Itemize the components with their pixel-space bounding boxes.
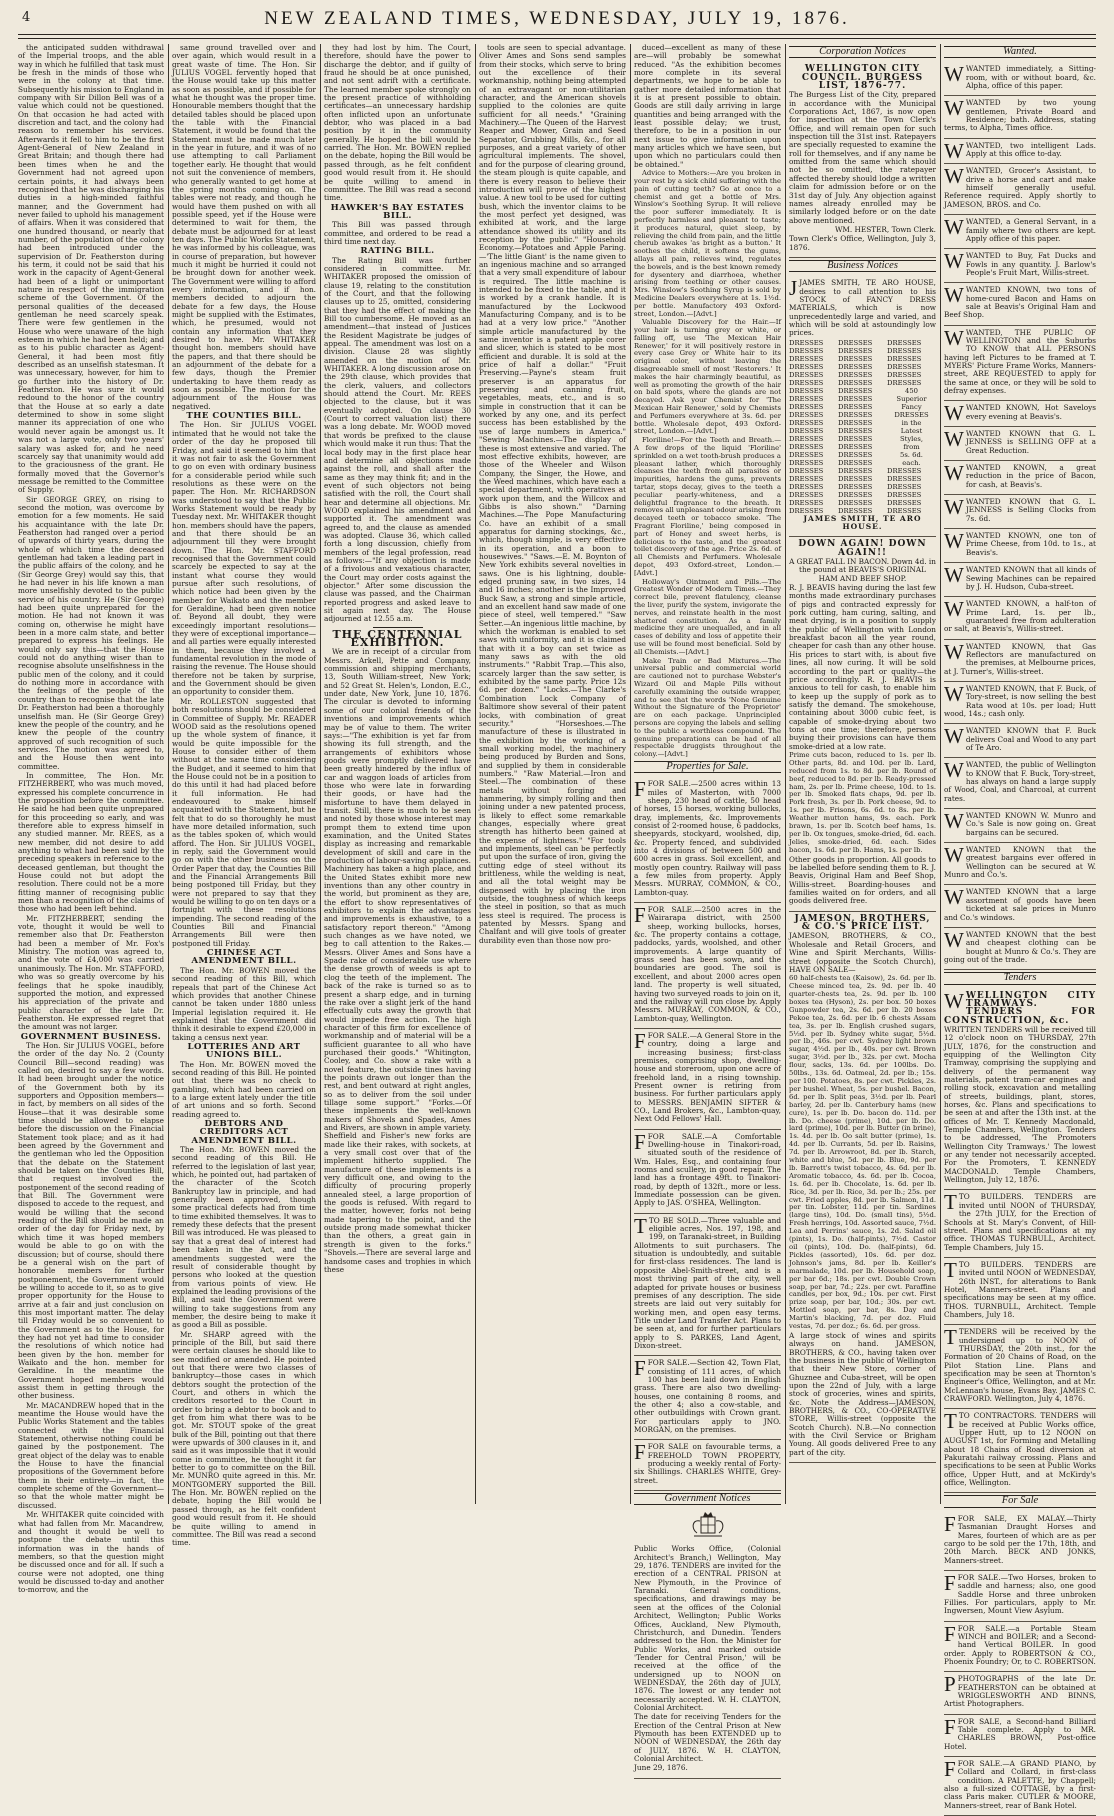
business-ad-james-smith (789, 276, 936, 537)
ad-text: FOR SALE, EX MALAY.—Thirty Tasmanian Draught Horses and Mares, fourteen of which are as per cargo to be sold per the 17th, 18th, and 20th March. BECK AND JONKS, Manners-street. (944, 1513, 1096, 1565)
wanted-ad (944, 682, 1096, 724)
dresses-word: DRESSES (789, 346, 824, 355)
dresses-word: DRESSES (838, 402, 873, 411)
dresses-word: DRESSES (838, 378, 873, 387)
column-1 (18, 43, 165, 1595)
article-paragraph: Mr. ROLLESTON suggested that both resolutions should be considered in Committee of Supply. Mr. READER WOOD said as the resolutions opened up the whole system of finance, it would be quite impossible for the House to consider either of them without at the same time considering the Budget, and it seemed to him that the House could not be in a position to do this until it had had placed before it full information. He had endeavoured to make himself acquainted with the Statement, but he felt that to do so thoroughly he must have more detailed information, such as the tables spoken of, which would afford. The Hon. Sir JULIUS VOGEL, in reply, said the Government would go on with the other business on the Order Paper that day, the Counties Bill and the Financial Arrangements Bill being postponed till Friday, but they were not prepared to say that they would be willing to go on ten days or a fortnight with these resolutions impending. The second reading of the Counties Bill and Financial Arrangements Bill were then postponed till Friday. (172, 696, 316, 948)
dresses-word: DRESSES (838, 450, 873, 459)
ad-text: TO BUILDERS. TENDERS are invited until NOON of THURSDAY, the 27th JULY, for the Erection of Schools at St. Mary's Convent, of Hill-street. Plans and specifications at my office. THOMAS TURNBULL, Architect. Temple Chambers, July 15. (944, 1192, 1096, 1252)
dresses-feature-text: in the (901, 418, 922, 427)
section-banner-corporation: Corporation Notices (789, 46, 936, 58)
section-heading: GOVERNMENT BUSINESS. (20, 1031, 162, 1042)
dresses-word: DRESSES (789, 418, 824, 427)
advertorial-note: Holloway's Ointment and Pills.—The Greatest Wonder of Modern Times.—They correct bile, prevent flatulency, cleanse the liver, purify the system, invigorate the nerves, and reinstate health in the most shattered constitution. As a family medicine they are unequalled, and in all cases of debility and loss of appetite their use will be found most beneficial. Sold by all Chemists.—[Advt.] (634, 577, 781, 656)
dresses-row (789, 403, 936, 411)
dresses-row (789, 419, 936, 427)
section-heading: DEBTORS AND CREDITORS ACT AMENDMENT BILL. (191, 1119, 297, 1146)
tender-ad (944, 1325, 1096, 1409)
article-paragraph: The Rating Bill was further considered in committee. Mr. WHITAKER proposed the omission of clause 19, relating to the constitution of the Court, and that the following clauses up to 25, omitted, considering that they had the effect of making the Bill too cumbersome. He moved as an amendment—that instead of Justices the Resident Magistrate be judges of appeal. The amendment was lost on a division. Clause 28 was slightly amended on the motion of Mr. WHITAKER. A long discussion arose on the 29th clause, which provides that the clerk, valuers, and collectors should attend the Court. Mr. REES objected to the clause, but it was eventually adopted. On clause 30 (Court to correct valuation list) there was a long debate. Mr. WOOD moved that words be prefixed to the clause which would make it run thus: That the local body may in the first place hear and determine all objections made against the roll, and shall after the same as they may think fit; and in the event of such objectors not being satisfied with the roll, the Court shall hear and determine all objections. Mr. WOOD explained his amendment and supported it. The amendment was agreed to, and the clause as amended was adopted. Clause 36, which called forth a long discussion, chiefly from members of the legal profession, read as follows:—"If any objection is made of a frivolous and vexatious character, the Court may order costs against the objector." After some discussion the clause was passed, and the Chairman reported progress and asked leave to sit again next day. The House adjourned at 12.55 a.m. (324, 255, 471, 624)
drop-cap: W (944, 843, 964, 868)
government-notice (634, 1542, 781, 1778)
drop-cap: W (944, 495, 964, 520)
article-paragraph: We are in receipt of a circular from Messrs. Arkell, Pette and Company, commission and shipping merchants, 13, South William-street, New York; and 52 Great St. Helen's, London, E.C., under date, New York, June 10, 1876. The circular is devoted to informing some of our colonial friends of the inventions and improvements which may be of value to them. The writer says:—"The exhibition is yet far from showing its full strength, and the arrangements of exhibitors whose goods were promptly delivered have been greatly hindered by the influx of car and waggon loads of articles from those who were late in forwarding their goods, or have had the misfortune to have them delayed in transit. Still, there is much to be seen and noted by those whose interest may prompt them to extend time upon examination, and the United States display as increasing and remarkable development of skill and care in the production of labour-saving appliances. Machinery has taken a high place, and the United States exhibit more new inventions than any other country in the world, but prominent as they are, the effort to show representatives of exhibitors to explain the advantages and improvements is exhaustive, to a satisfactory report thereon." "Among such changes as we have noted, we beg to call attention to the Rakes.—Messrs. Oliver Ames and Sons have a Spade rake of considerable use where the dense growth of weeds is apt to clog the teeth of the implement. The back of the rake is turned so as to present a sharp edge, and in turning the rake over a slight jerk of the hand effectually cuts away the growth that would impede free action. The high character of this firm for excellence of workmanship and of material will be a sufficient guarantee to all who have purchased their goods." "Whitington, Cooley, and Co. show a rake with a novel feature, the outside tines having the points drawn out longer than the rest, and bent outward at right angles, so as to deliver from the soil under tillage some support." "Forks.—Of these implements the well-known makers of Shovels and Spades, Ames and Rivers, are shown in ample variety. Sheffield and Fisher's new forks are made like their rakes, with sockets, at a very small cost over that of the implement hitherto supplied. The manufacture of these implements is a very difficult one, and owing to the difficulty of procuring properly annealed steel, a large proportion of the goods is refused. With regard to the matter, however, forks not being made tapering to the point, and the outside prong made somewhat thicker than the others, a great gain in strength is given to the forks." "Shovels.—There are several large and handsome cases and trophies in which these (324, 647, 471, 1274)
dresses-word: DRESSES (789, 410, 824, 419)
column-divider (320, 44, 321, 1504)
ad-text: WRITTEN TENDERS will be received till 12 o'clock noon on THURSDAY, 27th JULY, 1876, for the construction and equipping of the Wellington City Tramway, comprising the supplying and delivery of the permanent way materials, patent tram-car engines and rolling stock, excavation and metalling of streets, buildings, plant, stores, horses, &c. Plans and specifications to be seen at and after the 13th inst. at the offices of Mr. T. Kennedy Macdonald, Temple Chambers, Wellington. Tenders to be addressed, 'The Promoters Wellington City Tramways.' The lowest or any tender not necessarily accepted. For the Promoters, T. KENNEDY MACDONALD. Temple Chambers, Wellington, July 12, 1876. (944, 1024, 1096, 1185)
ad-text: FOR SALE.—A GRAND PIANO, by Collard and Collard, in first-class condition. A PALETTE, by Chappell; also a full-sized COTTAGE, by a first-class Paris maker. CUTLER & MOORE, Manners-street, rear of Bank Hotel. (944, 1759, 1096, 1810)
ad-text: WANTED KNOWN that the greatest bargains ever offered in Wellington can be secured at W. Munro and Co.'s. (944, 845, 1096, 880)
dresses-row (789, 387, 936, 395)
drop-cap: T (634, 1213, 647, 1238)
drop-cap: W (944, 681, 964, 706)
section-banner-business: Business Notices (789, 260, 936, 272)
dresses-word: DRESSES (838, 386, 873, 395)
wanted-ad (944, 563, 1096, 597)
dresses-feature-text: DRESSES (894, 410, 929, 419)
drop-cap: W (944, 597, 964, 622)
dresses-word: DRESSES (838, 346, 873, 355)
column-divider (940, 44, 941, 1504)
section-banner-tenders: Tenders (944, 972, 1096, 984)
ad-text: FOR SALE.—2500 acres within 13 miles of Masterton, with 7000 sheep, 230 head of cattle, 50 head of horses, 15 horses, working bullocks, dray, implements, &c. Improvements consist of 2-roomed house, 6 paddocks, sheepyards, stockyard, woolshed, dip, &c. Property fenced, and subdivided into 4 divisions of between 500 and 600 acres in grass. Soil excellent, and mostly open country. Railway will pass a few miles from property. Apply Messrs. MURRAY, COMMON, & CO., Lambton-quay. (634, 779, 781, 897)
drop-cap: W (944, 283, 964, 308)
dresses-word: DRESSES (887, 466, 922, 475)
dresses-word: DRESSES (887, 498, 922, 507)
dresses-word: DRESSES (789, 378, 824, 387)
dresses-word: DRESSES (789, 442, 824, 451)
column-2 (172, 43, 316, 1548)
dresses-table (789, 339, 936, 515)
dresses-feature-text: Fancy (901, 402, 922, 411)
wanted-ad (944, 758, 1096, 809)
dresses-word: DRESSES (838, 354, 873, 363)
advertorial-note: Advice to Mothers:—Are you broken in your rest by a sick child suffering with the pain of cutting teeth? Go at once to a chemist and get a bottle of Mrs. Winslow's Soothing Syrup. It will relieve the poor sufferer immediately. It is perfectly harmless and pleasant to taste; it produces natural, quiet sleep, by relieving the child from pain, and the little cherub awakes 'as bright as a button.' It soothes the child, it softens the gums, allays all pain, relieves wind, regulates the bowels, and is the best known remedy for dysentery and diarrhoea, whether arising from teething or other causes. Mrs. Winslow's Soothing Syrup is sold by Medicine Dealers everywhere at 1s. 1½d. per bottle. Manufactory 493 Oxford-street, London.—[Advt.] (634, 169, 781, 318)
wanted-ad (944, 215, 1096, 249)
section-heading: HAWKER'S BAY ESTATES BILL. (330, 202, 465, 221)
article-paragraph: Mr. WHITAKER quite coincided with what had fallen from Mr. Macandrew, and thought it would be well to postpone the debate until this information was in the hands of members, so that the question might be discussed once and for all. If such a course were not adopted, one thing would be discussed to-day and another to-morrow, and the (18, 1510, 164, 1595)
ad-text: WANTED KNOWN, that Gas Reflectors are manufactured on the premises, at Melbourne prices, at J. Turner's, Willis-street. (944, 641, 1096, 676)
wanted-ad (944, 885, 1096, 927)
dresses-row (789, 451, 936, 459)
wanted-ad (944, 401, 1096, 427)
wanted-ad (944, 843, 1096, 885)
dresses-word: DRESSES (838, 466, 873, 475)
dresses-row (789, 411, 936, 419)
sale-ad (944, 1571, 1096, 1622)
section-heading: LOTTERIES AND ART UNIONS BILL. (187, 1041, 301, 1061)
dresses-word: DRESSES (789, 402, 824, 411)
article-paragraph: Mr. FITZHERBERT, sending the vote, thought it would be well to remember also that Dr. Featherston had been a member of Mr. Fox's Ministry. The motion was agreed to, and the vote of £4,000 was carried unanimously. The Hon. Mr. STAFFORD, who was so greatly overcome by his feelings that he spoke inaudibly, supported the motion, and expressed his appreciation of the private and public character of the late Dr. Featherston. He expressed regret that the amount was not larger. (18, 913, 165, 1032)
advertorial-note: Valuable Discovery for the Hair.—If your hair is turning grey or white, or falling off, use 'The Mexican Hair Renewer,' for it will positively restore in every case Grey or White hair to its original color, without leaving the disagreeable smell of most 'Restorers.' It makes the hair charmingly beautiful, as well as promoting the growth of the hair on bald spots, where the glands are not decayed. Ask your Chemist for 'The Mexican Hair Renewer,' sold by Chemists and Perfumers everywhere at 3s. 6d. per bottle. Wholesale depot, 493 Oxford-street, London.—[Advt.] (634, 318, 781, 436)
ad-text: WANTED KNOWN that all kinds of Sewing Machines can be repaired by J. H. Hudson, Cuba-street. (965, 565, 1096, 591)
wanted-ad (944, 283, 1096, 325)
dresses-word: DRESSES (789, 354, 824, 363)
column-6 (789, 44, 936, 1506)
notice-dateline: Town Clerk's Office, Wellington, July 3, 1876. (789, 234, 936, 252)
wanted-ad (944, 495, 1096, 529)
masthead-rule-bottom (18, 38, 1096, 39)
ad-headline: JAMESON, BROTHERS, & CO.'S PRICE LIST. (794, 913, 931, 933)
ad-text: R. J. BEAVIS having during the last few months made extraordinary purchases of pigs and contracted expressly for pork cutting, ham curing, salting, and meat drying, is in a position to supply the public of Wellington with London breakfast bacon all the year round, cheaper for cash than any other house. His prices to start with, is about five lines, all now curing. It will be sold according to the part or quality—the price accordingly. R. J. BEAVIS is anxious to tell for cash, to enable him to keep up the supply of pork as to satisfy the demand. The smokehouse, containing about 3000 cubic feet, is capable of smoke-drying about two tons at one time; therefore, persons buying their provisions can have them smoke-dried at a low rate. (789, 583, 936, 751)
dresses-word: DRESSES (838, 482, 873, 491)
dresses-word: DRESSES (789, 394, 824, 403)
article-paragraph: The Hon. Sir JULIUS VOGEL, before the order of the day No. 2 (County Council Bill—second reading) was called on, desired to say a few words. It had been brought under the notice of the Government both by its supporters and Opposition members—in fact, by members on all sides of the House—that it was desirable some time should be allowed to elapse before the discussion on the Financial Statement took place; and as it had been agreed by the Government and the gentleman who led the Opposition that the debate on the Statement should be taken on the Counties Bill, that request involved the postponement of the second reading of that Bill. The Government were disposed to accede to the request, and would be willing that the second reading of the Bill should be made an order of the day for Friday next, by which time it was hoped members would be able to go on with the discussion; but of course, should there be a general wish on the part of honorable members for further postponement, the Government would be willing to accede to it, so as to give proper opportunity for the House to arrive at a fair and just conclusion on this most important matter. The delay till Friday would be so convenient to the Government as to the House, for they had not yet had time to consider the resolutions of which notice had been given by the hon. member for Waikato and the hon. member for Geraldine. In the meantime the Government hoped members would assist them in getting through the other business. (18, 1040, 164, 1401)
dresses-row (789, 459, 936, 467)
property-ad (634, 903, 781, 1029)
dresses-word: DRESSES (789, 386, 824, 395)
article-paragraph: the anticipated sudden withdrawal of the Imperial troops, and the able way in which he fulfilled that task must be fresh in the minds of those who were in the colony at that time. Subsequently his mission to England in company with Sir Dillon Bell was of a value which could not be questioned. On that occasion he had acted with discretion and tact, and the colony had reason to remember his services. Afterwards it fell to him to be the first Agent-General of New Zealand in Great Britain; and though there had been times when he and the Government had not agreed upon certain points, it had always been recognised that he was discharging his duties in a high-minded faithful manner, and the Government had never failed to uphold his management of affairs. When it was considered that one hundred thousand, or nearly that number, of the population of the colony had been introduced under the supervision of Dr. Featherston during his term, it could not be said that his work in the capacity of Agent-General had been of a light or unimportant nature in respect of the immigration scheme of the Government. Of the personal qualities of the deceased gentleman he need scarcely speak. There were few gentlemen in the House who were unaware of the high esteem in which he had been held; and as to his public character as Agent-General, it had been most fitly described as an unselfish statesman. It was unnecessary, however, for him to go further into the history of Dr. Featherston. He was sure it would redound to the honor of the country that the House at so early a date determined to show in some slight manner its appreciation of one who would never again be amongst us. It was not a large vote, only two years' salary was asked for, and he need scarcely say that unanimity would add to the graciousness of the grant. He formally moved that the Governor's message be remitted to the Committee of Supply. (18, 43, 164, 495)
property-ad (634, 777, 781, 903)
drop-cap: W (944, 164, 964, 189)
page-number: 4 (22, 10, 31, 25)
dresses-row (789, 443, 936, 451)
dresses-feature-text: from (903, 442, 920, 451)
article-paragraph: In committee, The Hon. Mr. FITZHERBERT, who was much moved, expressed his complete concurrence in the proposition before the committee. He said he had been quite unprepared for this proceeding so early, and was therefore able to express himself in any studied manner. Mr. REES, as a new member, did not desire to add anything to what had been said by the preceding speakers in reference to the deceased gentleman, but thought the House could not but adopt the resolution. There could not be a more fitting manner of recognising public men than a recognition of the claims of those who had been left behind. (18, 770, 164, 914)
drop-cap: W (944, 96, 964, 121)
dresses-row (789, 499, 936, 507)
dresses-word: DRESSES (887, 362, 922, 371)
dresses-word: DRESSES (789, 474, 824, 483)
dresses-row (789, 467, 936, 475)
dresses-feature-text: Superior (896, 394, 927, 403)
property-ad (634, 1130, 781, 1214)
dresses-feature-text: 450 (905, 386, 918, 395)
dresses-word: DRESSES (789, 482, 824, 491)
ad-text: WANTED, a General Servant, in a family where two others are kept. Apply office of this paper. (965, 217, 1096, 243)
dresses-row (789, 339, 936, 347)
drop-cap: F (634, 1356, 646, 1381)
dresses-word: DRESSES (838, 498, 873, 507)
dresses-word: DRESSES (838, 370, 873, 379)
dresses-word: DRESSES (789, 338, 824, 347)
dresses-word: DRESSES (838, 410, 873, 419)
dresses-word: DRESSES (838, 362, 873, 371)
price-list: Prime cuts bacon, reduced to 1s. per lb. Other parts, 8d. and 10d. per lb. Lard, reduced from 1s. to 8d. per lb. Round of beef, reduced to 8d. per lb. Ready-pressed ham, 2s. per lb. Prime cheese, 10d. to 1s. per lb. Smoked flats chaps, 9d. per lb. Pork fresh, 3s. per lb. Pork cheese, 9d. to 1s. per lb. Frisons, 6s. 6d. to 8s. per lb. Weather mutton hams, 9s. each. Pork brawn, 1s. per lb. Scotch beef hams, 1s. per lb. Ox tongues, smoke-dried, 6d. each. Jelies, smoke-dried, 6d. each. Sides bacon, 1s. 6d. per lb. Hams, 1s. per lb. (789, 750, 936, 854)
sale-ad (944, 1757, 1096, 1816)
ad-text: WANTED KNOWN, one ton of Prime Cheese, from 10d. to 1s., at Beavis's. (965, 531, 1096, 557)
ad-text: WANTED KNOWN W. Munro and Co.'s Sale is now going on. Great bargains can be secured. (965, 811, 1096, 837)
dresses-word: DRESSES (838, 426, 873, 435)
dresses-row (789, 491, 936, 499)
article-paragraph: they had lost by him. The Court, therefore, should have the power to discharge the debtor, and if guilty of fraud he should be at once punished, and not sent adrift with a certificate. The learned member spoke strongly on the present practice of withholding certificates—an unnecessary hardship often inflicted upon an unfortunate debtor, who was placed in a bad position by it in the community generally. He hoped the bill would be carried. The Hon. Mr. BOWEN replied on the debate, hoping the Bill would be passed through, as he felt confident good would result from it. He should be quite willing to amend in committee. The Bill was read a second time. (324, 43, 471, 203)
dresses-word: DRESSES (789, 370, 824, 379)
wanted-ad (944, 249, 1096, 283)
ad-text: WANTED, THE PUBLIC OF WELLINGTON and the Suburbs TO KNOW that ALL PERSONS having left Pictures to be framed at T. MYERS' Picture Frame Works, Manners-street, ARE REQUESTED to apply for the same at once, or they will be sold to defray expenses. (944, 327, 1096, 395)
advertorial-note: Floriline!—For the Teeth and Breath.—A few drops of the liquid 'Floriline' sprinkled on a wet tooth-brush produces a pleasant lather, which thoroughly cleanses the teeth from all parasites or impurities, hardens the gums, prevents tartar, stops decay, gives to the teeth a peculiar pearly-whiteness, and a delightful fragrance to the breath. It removes all unpleasant odour arising from decayed teeth or tobacco smoke. 'The Fragrant Floriline,' being composed in part of Honey and sweet herbs, is delicious to the taste, and the greatest toilet discovery of the age. Price 2s. 6d. of all Chemists and Perfumers. Wholesale depot, 493 Oxford-street, London.—[Advt.] (634, 436, 781, 577)
ad-text: Other goods in proportion. All goods to be labelled before sending them to R. J. Beavis, Original Ham and Beef Shop, Willis-street. Boarding-houses and families waited on for orders, and all goods delivered free. (789, 854, 936, 906)
ad-subheadline: A GREAT FALL IN BACON. Down 4d. in the pound at BEAVIS'S ORIGINAL HAM AND BEEF SHOP. (789, 557, 936, 583)
drop-cap: W (944, 758, 964, 783)
masthead-rule-top (18, 34, 1096, 35)
dresses-word: DRESSES (789, 362, 824, 371)
wanted-ad (944, 326, 1096, 402)
drop-cap: J (789, 276, 798, 301)
dresses-row (789, 483, 936, 491)
article-paragraph: same ground travelled over and over again, which would result in a great waste of time. The Hon. Sir JULIUS VOGEL fervently hoped that the House would take up this matter as soon as possible, and if possible for what he thought was the proper time. Honourable members thought that the detailed tables should be placed upon the table with the Financial Statement, it would be found that the Statement must be made much later in the year in future, and it was of no use attempting to call Parliament together early. He thought that would not suit the convenience of members, who generally wanted to get home at the spring months coming on. The tables were not ready, and though he would have them pushed on with all possible speed, yet if the House were determined to wait for them, the debate must be adjourned for at least ten days. The Public Works Statement, he was informed by his colleague, was in course of preparation, but however much it might be hurried it could not be brought down for another week. The Government were willing to afford every information, and if hon. members decided to adjourn the debate for a few days, the House might be supplied with the Estimates, which, he presumed, would not contain any information that they desired to have. Mr. WHITAKER thought hon. members should have the papers, and that there should be an adjournment of the debate for a few days, though the Premier undertaking to have them ready as soon as possible. The motion for the adjournment of the House was negatived. (172, 43, 316, 411)
wanted-ads (944, 62, 1096, 970)
ad-text: WANTED KNOWN that G. L. JENNESS is Selling Clocks from 7s. 6d. (965, 497, 1096, 523)
property-ad (634, 1214, 781, 1357)
column-7 (944, 44, 1096, 1810)
dresses-word: DRESSES (789, 458, 824, 467)
dresses-word: DRESSES (838, 474, 873, 483)
notice-signature: WM. HESTER, Town Clerk. (834, 224, 936, 234)
ad-text: TENDERS will be received by the undersigned up to NOON of THURSDAY, the 20th inst., for the Formation of 20 Chains of Road, on the Pilot Station Line. Plans and specification may be seen at Thornton's Engineer's Office, Wellington, and at Mr. McLennan's house, Evans Bay. JAMES C. CRAWFORD. Wellington, July 4, 1876. (944, 1327, 1096, 1404)
drop-cap: W (944, 724, 964, 749)
dresses-word: DRESSES (887, 354, 922, 363)
drop-cap: P (944, 1672, 956, 1697)
dresses-word: DRESSES (887, 482, 922, 491)
notice-text: The date for receiving Tenders for the Erection of the Central Prison at New Plymouth has been EXTENDED up to NOON of WEDNESDAY, the 26th day of JULY, 1876. W. H. CLAYTON, Colonial Architect. (634, 1712, 781, 1764)
ad-text: TO BE SOLD.—Three valuable and eligible acres, Nos. 197, 198, and 199, on Taranaki-street, in Building Allotments to suit purchasers. The situation is undoubtedly, and suitable for first-class residences. The land is opposite Abel-Smith-street, and is a most thriving part of the city, well adapted for private houses or business premises of any description. The side streets are laid out very suitably for working men, and open easy terms. Title under Land Transfer Act. Plans to be seen at, and for further particulars apply to S. PARKES, Land Agent, Dixon-street. (634, 1215, 781, 1350)
dresses-row (789, 379, 936, 387)
ad-text: PHOTOGRAPHS of the late Dr. FEATHERSTON can be obtained at WRIGGLESWORTH AND BINNS, Artist Photographers. (944, 1674, 1096, 1709)
ad-text: WANTED, the public of Wellington to KNOW that F. Buck, Tory-street, has always on hand a large supply of Wood, Coal, and Charcoal, at current rates. (944, 760, 1096, 803)
advertorial-note: Make Train or Bad Mixtures.—The universal public and commercial world are cautioned not to purchase Webster's Wizard Oil and Maple Pills without carefully examining the outside wrapper, and to see that the words 'None Genuine Without the Signature of the Proprietor' are on each package. Unprincipled persons are copying the labels and selling to the public a worthless compound. The genuine preparations can be had of all respectable druggists throughout the colony.—[Advt.] (634, 656, 781, 759)
drop-cap: F (634, 903, 646, 928)
wanted-ad (944, 529, 1096, 563)
ad-headline: WELLINGTON CITY TRAMWAYS. TENDERS FOR CONSTRUCTION, &c. (944, 990, 1096, 1026)
article-headline: THE CENTENNIAL EXHIBITION. (332, 627, 463, 650)
dresses-word: DRESSES (887, 378, 922, 387)
sale-ad (944, 1512, 1096, 1571)
column-divider (168, 44, 169, 1504)
ad-text: WANTED to Buy, Fat Ducks and Fowls in any quantity. J. Barlow's People's Fruit Mart, Willis-street. (965, 251, 1096, 277)
drop-cap: T (944, 1409, 957, 1434)
dresses-word: DRESSES (789, 434, 824, 443)
sale-ad (944, 1715, 1096, 1757)
wanted-ad (944, 928, 1096, 970)
dresses-word: DRESSES (789, 426, 824, 435)
ad-text: WANTED immediately, a Sitting-room, with or without board, &c. Alpha, office of this paper. (965, 64, 1096, 91)
ad-text: WANTED KNOWN, a half-ton of Prime Lard, 1s. per lb., guaranteed free from adulteration or salt, at Beavis's, Willis-street. (944, 599, 1096, 634)
column-5 (634, 43, 781, 1773)
ad-text: TO BUILDERS. TENDERS are invited until NOON of WEDNESDAY, 26th INST., for alterations to Bank Hotel, Manners-street. Plans and specifications may be seen at my office. THOS. TURNBULL, Architect. Temple Chambers, July 18. (944, 1259, 1096, 1319)
dresses-row (789, 371, 936, 379)
section-banner-wanted: Wanted. (944, 46, 1096, 58)
section-banner-for-sale: For Sale (944, 1495, 1096, 1507)
section-banner-government: Government Notices (634, 1493, 781, 1505)
dresses-word: DRESSES (789, 506, 824, 515)
corporation-notice (789, 62, 936, 258)
tender-ad (944, 1258, 1096, 1325)
ad-text: WANTED KNOWN that F. Buck delivers Coal and Wood to any part of Te Aro. (965, 726, 1096, 752)
dresses-word: DRESSES (887, 474, 922, 483)
drop-cap: F (944, 1757, 956, 1782)
article-paragraph: The Hon. Mr. BOWEN moved the second reading of this Bill. He pointed out that there was no check to gambling, which had been carried on to a large extent lately under the title of art unions and so forth. Second reading agreed to. (172, 1059, 316, 1119)
article-paragraph: The Hon. Sir JULIUS VOGEL intimated that he would not take the order of the day he proposed till Friday, and said it seemed to him that it was not fair to ask the Government to go on even with ordinary business for a considerable period while such resolutions as these were on the paper. The Hon. Mr. RICHARDSON was understood to say that the Public Works Statement would be ready by Tuesday next. Mr. WHITAKER thought hon. members should have the papers, and that there should be an adjournment till they were brought down. The Hon. Mr. STAFFORD recognised that the Government could scarcely be expected to say at the instant what course they would pursue after such resolutions, of which notice had been given by the member for Waikato and the member for Geraldine, had been given notice of. Beyond all doubt, they were exceedingly important resolutions—they were of exceptional importance—and all parties were equally interested in them, because they involved a fundamental revolution in the mode of raising the revenue. The House should therefore not be taken by surprise, and the Government should be given an opportunity to consider them. (172, 420, 316, 697)
notice-heading: WELLINGTON CITY COUNCIL. BURGESS LIST, 1876-77. (801, 64, 924, 92)
drop-cap: F (944, 1511, 956, 1536)
business-ad-jameson (789, 912, 936, 1463)
dresses-word: DRESSES (789, 450, 824, 459)
ad-text: FOR SALE.—Two Horses, broken to saddle and harness; also, one good Saddle Horse and three unbroken Fillies. For particulars, apply to Mr. Ingwersen, Mount View Asylum. (944, 1572, 1096, 1616)
article-paragraph: The Hon. Mr. BOWEN moved the second reading of this Bill. He referred to the legislation of last year, which, he pointed out, had partaken of the character of the Scotch Bankruptcy law in principle, and had generally been approved, though some practical defects had from time to time exhibited themselves. It was to remedy these defects that the present Bill was introduced. He was pleased to say that a great deal of interest had been taken in the Act, and the amendments suggested were the result of considerable thought by persons who looked at the question from various points of view. He explained the leading provisions of the Bill, and said the Government were willing to take suggestions from any member, the desire being to make it as good a Bill as possible. (172, 1145, 316, 1330)
drop-cap: W (944, 215, 964, 240)
column-divider (785, 44, 786, 1504)
dresses-word: DRESSES (838, 434, 873, 443)
ad-text: FOR SALE.—A General Store in the country, doing a large and increasing business; first-class premises, comprising shop, dwelling-house and storeroom, upon one acre of freehold land, in a rising township. Present owner is retiring from business. For further particulars apply to MESSRS. BENJAMIN SIFTER & CO., Land Brokers, &c., Lambton-quay, Next Odd Fellows' Hall. (634, 1030, 781, 1124)
wanted-ad (944, 597, 1096, 639)
dresses-word: DRESSES (838, 490, 873, 499)
dresses-word: DRESSES (838, 418, 873, 427)
ad-text: WANTED KNOWN that a large assortment of goods have been ticketed at sale prices in Munro and Co.'s windows. (944, 887, 1096, 922)
column-3 (324, 44, 471, 1506)
dresses-row (789, 347, 936, 355)
drop-cap: F (634, 1028, 646, 1053)
drop-cap: W (944, 461, 964, 486)
drop-cap: T (944, 1325, 957, 1350)
drop-cap: F (944, 1714, 956, 1739)
ad-text: JAMESON, BROTHERS, & CO., Wholesale and Retail Grocers, and Wine and Spirit Merchants, Willis-street (opposite the Scotch Church), HAVE ON SALE— (789, 931, 936, 974)
dresses-word: DRESSES (838, 458, 873, 467)
ad-text: FOR SALE.—Section 42, Town Flat, consisting of 111 acres, of which 100 has been laid down in English grass. There are also two dwelling-houses, one containing 8 rooms, and the other 4; also a cow-stable, and other outbuildings with Crown grant. For particulars apply to JNO. MORGAN, on the premises. (634, 1358, 781, 1435)
ad-text: WANTED, Grocer's Assistant, to drive a horse and cart and make himself generally useful. Reference required. Apply shortly to JAMESON, BROS. and Co. (944, 166, 1096, 209)
dresses-row (789, 427, 936, 435)
dresses-feature-text: Styles, (899, 434, 924, 443)
drop-cap: W (944, 988, 964, 1013)
drop-cap: W (944, 927, 964, 952)
dresses-word: DRESSES (789, 490, 824, 499)
ad-text: WANTED by two young gentlemen, Private Board and Residence; bath. Address, stating terms, to Alpha, Times office. (944, 98, 1096, 133)
dresses-word: DRESSES (838, 506, 873, 515)
wanted-ad (944, 461, 1096, 495)
drop-cap: T (944, 1257, 957, 1282)
royal-crest-icon (686, 1509, 730, 1539)
ad-text: WANTED KNOWN, two tons of home-cured Bacon and Hams on sale at Beavis's Original Ham and Beef Shop. (944, 285, 1096, 320)
sale-ad (944, 1622, 1096, 1673)
dresses-word: DRESSES (887, 506, 922, 515)
dresses-row (789, 363, 936, 371)
drop-cap: W (944, 138, 964, 163)
sale-ad (944, 1672, 1096, 1714)
business-ad-beavis (789, 537, 936, 911)
wanted-ad (944, 62, 1096, 96)
tender-ad (944, 1409, 1096, 1493)
dresses-word: DRESSES (887, 490, 922, 499)
column-4 (479, 44, 626, 1506)
ad-text: WANTED KNOWN that G. L. JENNESS is SELLING OFF at a Great Reduction. (965, 429, 1096, 455)
dresses-word: DRESSES (838, 442, 873, 451)
wanted-ad (944, 724, 1096, 758)
dresses-row (789, 475, 936, 483)
dresses-word: DRESSES (887, 370, 922, 379)
masthead (0, 0, 1114, 34)
drop-cap: W (944, 62, 964, 87)
dresses-word: DRESSES (838, 338, 873, 347)
notice-text: The Burgess List of the City, prepared in accordance with the Municipal Corporations Act, 1867, is now open for inspection at the Town Clerk's Office, and will remain open for such inspection till the 31st inst. Ratepayers are specially requested to examine the roll for themselves, and if any name be omitted from the same which should not be so omitted, the ratepayer affected thereby should lodge a written claim for admission before or on the 31st day of July. Any objection against names already enrolled may be similarly lodged before or on the date above mentioned. (789, 90, 936, 225)
column-divider (630, 44, 631, 1504)
ad-text: FOR SALE.—a Portable Steam WINCH and BOILER; and a Second-hand Vertical BOILER. In good order. Apply to ROBERTSON & CO., Phoenix Foundry; Or, to C. ROBERTSON. (944, 1623, 1096, 1666)
tender-ad (944, 989, 1096, 1191)
dresses-feature-text: each. (902, 458, 921, 467)
section-heading: RATING BILL. (360, 246, 435, 257)
ad-text: FOR SALE on favourable terms, a FREEHOLD TOWN PROPERTY, producing a weekly rental of Forty-six Shillings. CHARLES WHITE, Grey-street. (634, 1442, 781, 1485)
drop-cap: W (944, 401, 964, 426)
wanted-ad (944, 164, 1096, 215)
dresses-word: DRESSES (887, 338, 922, 347)
drop-cap: W (944, 427, 964, 452)
wanted-ad (944, 427, 1096, 461)
section-banner-properties: Properties for Sale. (634, 761, 781, 773)
ad-text: WANTED KNOWN, that F. Buck, of Tory-street, is now selling the best Rata wood at 10s. per load; Hutt wood, 14s.; cash only. (944, 683, 1096, 718)
dresses-row (789, 395, 936, 403)
drop-cap: W (944, 249, 964, 274)
article-paragraph: The Hon. Mr. BOWEN moved the second reading of this Bill, which repeals that part of the Chinese Act which provides that another Chinese cannot be taken under 1880 unless Imperial legislation required it. He explained that the Government did think it desirable to expend £20,000 in taking a census next year. (172, 965, 316, 1042)
notice-date: June 29, 1876. (634, 1763, 688, 1773)
drop-cap: F (634, 1129, 646, 1154)
drop-cap: W (944, 809, 964, 834)
tender-ad (944, 1190, 1096, 1257)
newspaper-title: NEW ZEALAND TIMES, WEDNESDAY, JULY 19, 1876. (264, 8, 850, 29)
dresses-feature-text: Latest (900, 426, 923, 435)
ad-text: TO CONTRACTORS. TENDERS will be received at Public Works office, Upper Hutt, up to 12 NOON on AUGUST 1st, for Forming and Metalling about 18 Chains of Road diversion at Pakuratahi railway crossing. Plans and specifications to be seen at Public Works office, Upper Hutt, and at McKirdy's office, Wellington. (944, 1411, 1096, 1488)
article-paragraph: duced—excellent as many of these are—will probably be somewhat reduced. "As the exhibition becomes more complete in its several departments, we hope to be able to gather more detailed information that it is at present possible to obtain. Goods are still daily arriving in large quantities and being arranged with the least possible delay; we trust, therefore, to be in a position in our next issue to give information upon many articles which we have seen, but upon which no particulars could then be obtained." (634, 43, 781, 169)
dresses-row (789, 355, 936, 363)
property-ad (634, 1029, 781, 1130)
dresses-word: DRESSES (789, 466, 824, 475)
property-ad (634, 1356, 781, 1440)
ad-text: FOR SALE, a Second-hand Billiard Table complete. Apply to MR. CHARLES BROWN, Post-office Hotel. (944, 1716, 1096, 1751)
article-paragraph: This Bill was passed through committee, and ordered to be read a third time next day. (324, 220, 471, 246)
article-paragraph: tools are seen to special advantage. Oliver Ames and Sons send samples from their stocks, which serve to bring out the excellence of their workmanship, nothing being attempted of an extravagant or non-utilitarian character, and the American shovels supplied to the colonies are quite sufficient for all needs." "Graining Machinery.—The Queen of the Harvest Reaper and Mower, Grain and Seed Separator, Grubbing Mills, &c., for all purposes, and a great variety of other agricultural implements. The shovel, and for the purpose of clearing ground, the steam plough is quite capable, and there is every reason to believe their introduction will prove of the highest value. A new tool to be used for cutting bush, which the inventor claims to be the most perfect yet designed, was exhibited at work, and the large attendance showed its utility and its reception by the public." "Household Economy.—Potatoes and Apple Paring.—'The little Giant' is the name given to an ingenious machine and so arranged that a very small expenditure of labour is required. The little machine is intended to be fixed to the table, and it is worked by a crank handle. It is manufactured by the Lockwood Manufacturing Company, and is to be had at a very low price." "Another simple article manufactured by the same inventor is a patent apple corer and slicer, which is stated to be most efficient and durable. It is sold at the price of half a dollar." "Fruit Preserving.—Payne's steam fruit preserver is an apparatus for preserving and canning fruit, vegetables, meats, etc., and is so simple in construction that it can be worked by any one, and its perfect success has been established by the use of large numbers in America." "Sewing Machines.—The display of these is most extensive and varied. The most effective exhibits, however, are those of the Wheeler and Wilson Company, the Singer, the Howe, and the Weed machines, which have each a special department, with operatives at work upon them, and the Willcox and Gibbs is also shown." "Darning Machines.—The Pope Manufacturing Co. have an exhibit of a small apparatus for darning stockings, &c., which, though simple, is very effective in its operation, and a boon to housewives." "Saws.—E. M. Boynton of New York exhibits several novelties in saws. One is his lightning, double-edged pruning saw, in two sizes, 14 and 16 inches; another is the Improved Buck Saw, a strong and simple article, and an excellent hand saw made of one piece of steel, well tempered." "Saw Setter.—An ingenious little machine, by which the workman is enabled to set saws with uniformity, and it is claimed that with it a boy can set twice as many saws as with the old instruments." "Rabbit Trap.—This also, scarcely larger than the saw setter, is exhibited by the same party. Price 12s 6d. per dozen." "Locks.—The Clarke's Combination Lock Company of Baltimore show several of their patent locks, with combination of great security." "Horseshoes.—The manufacture of these is illustrated in the exhibition by the working of a small working model, the machinery being produced by Burden and Sons, and supplied by them in considerable numbers." "Raw Material.—Iron and Steel.—The combination of these metals without forging and hammering, by simply rolling and then joining under a new patented process, is likely to effect some remarkable changes, especially where great strength has hitherto been gained at the expense of lightness." "For tools and implements, steel can be perfectly put upon the surface of iron, giving the cutting edge of steel without its brittleness, while the welding is neat, and all the total weight may be dispensed with by placing the iron outside, the toughness of which keeps the steel in position, so that as much less steel is required. The process is patented by Messrs. Spang and Chalfant and will give tools of greater durability even than those now pro- (479, 43, 626, 945)
ad-text: JAMES SMITH, TE ARO HOUSE, desires to call attention to his STOCK of FANCY DRESS MATERIALS, which is now unprecedentedly large and varied, and which will be sold at astoundingly low prices. (789, 278, 936, 338)
drop-cap: W (944, 563, 964, 588)
ad-text: A large stock of wines and spirits always on hand. JAMESON, BROTHERS, & CO., having taken over the business in the public of Wellington that their New Store, corner of Ghuznee and Cuba-street, will be open upon the 22nd of July, with a large stock of groceries, wines and spirits, &c. Note the Address—JAMESON, BROTHERS, & CO., CO-OPERATIVE STORE, Willis-street (opposite the Scotch Church). N.B.—No connection with the Civil Service or Brigham Young. All goods delivered Free to any part of the city. (789, 1330, 936, 1457)
dresses-word: DRESSES (789, 498, 824, 507)
ad-text: FOR SALE.—A Comfortable Dwelling-house in Tinakori-road, situated south of the residence of Wm. Hales, Esq., and containing four rooms and scullery, in good repair. The land has a frontage 49ft. to Tinakori-road, by depth of 132ft., more or less. Immediate possession can be given. Apply to JAS. O'SHEA, Wellington. (634, 1131, 781, 1208)
section-heading: THE COUNTIES BILL. (186, 411, 302, 422)
ad-text: WANTED KNOWN that the best and cheapest clothing can be bought at Munro & Co.'s. They are going out of the trade. (944, 929, 1096, 964)
ad-text: FOR SALE.—2500 acres in the Wairarapa district, with 2500 sheep, working bullocks, horses, &c. The property contains a cottage, paddocks, yards, woolshed, and other improvements. A large quantity of grass seed has been sown, and the boundaries are good. The soil is excellent, and about 2000 acres open land. The property is well situated, having two surveyed roads to join on it, and the railway will run close by. Apply Messrs. MURRAY, COMMON, & CO., Lambton-quay, Wellington. (634, 905, 781, 1023)
dresses-feature-text: 5s. 6d. (900, 450, 923, 459)
drop-cap: W (944, 639, 964, 664)
price-list: 60 half-chests tea (Kaisow), 2s. 6d. per lb. Cheese minced tea, 2s. 9d. per lb. 40 quarter-chests tea, 2s. 9d. per lb. 100 boxes tea (Hyson), 2s. per box. 50 boxes Gunpowder tea, 2s. 6d. per lb. 20 boxes Pekoe tea, 2s. 6d. per lb. 6 chests Assam tea, 3s. per lb. English crushed sugars, 5½d. per lb. Sydney white sugar, 5½d. per lb., 46s. per cwt. Sydney light brown sugar, 4½d. per lb., 40s. per cwt. Brown sugar, 3½d. per lb., 32s. per cwt. Mocha flour, sacks, 13s. 6d. per 100lbs. Do. 50lbs., 13s. 6d. Oatmeal, 2d. per lb.; 15s. per 100. Potatoes, 8s. per cwt. Pickles, 2s. per bushel. Wheat, 5s. per bushel. Bacon, 6d. per lb. Split peas, 3½d. per lb. Pearl barley, 2d. per lb. Canterbury hams (new cure), 1s. per lb. Do. bacon do. 11d. per lb. Do. cheese (prime), 10d. per lb. Do. lard (prime), 10d. per lb. Butter (in brine), 1s. 4d. per lb. Oo salt butter (prime), 1s. 4d. per lb. Currants, 5d. per lb. Raisins, 7d. per lb. Arrowroot, 8d. per lb. Starch, white and blue, 5d. per lb. Blue, 9d. per lb. Barrett's twist tobacco, 4s. 6d. per lb. Aromatic tobacco, 4s. 6d. per lb. Cocoa, 1s. 6d. per lb. Chocolate, 1s. 6d. per lb. Rice, 3d. per lb. Rice, 3d. per lb.; 25s. per cwt. Fried apples, 8d. per lb. Salmon, 11d. per tin. Lobster, 11d. per tin. Sardines (large tins), 10d. Do. (small tins), 5½d. Fresh herrings, 10d. Assorted sauce, 7½d. Lea and Perrins' sauce, 1s. 2d. Salad oil (pints), 1s. Do. (half-pints), 7½d. Castor oil (pints), 10d. Do. (half-pints), 6d. Pickles (assorted), 10s. 6d. per doz. Johnson's jams, 8d. per lb. Keiller's marmalade, 10d. per lb. Household soap, per bar 6d.; 18s. per cwt. Double Crown soap, per bar, 7d.; 22s. per cwt. Paraffine candles, per box, 9d.; 10s. per cwt. First prize soap, per bar, 10d.; 30s. per cwt. Mottled soap, per bar, 8s. Day and Martin's blacking, 7d. per doz. Fluid vestas, 7d. per doz.; 6s. 6d. per gross. (789, 974, 937, 1331)
wanted-ad (944, 96, 1096, 138)
wanted-ad (944, 809, 1096, 843)
drop-cap: W (944, 325, 964, 350)
drop-cap: T (944, 1190, 957, 1215)
article-paragraph: Mr. SHARP agreed with the principle of the Bill, but said there were certain clauses he should like to see modified or amended. He pointed out that there were two classes of bankruptcy—those cases in which debtors sought the protection of the Court, and others in which the creditors resorted to the Court in order to bring a debtor to book and to get from him what there was to be got. Mr. STOUT spoke of the great bulk of the Bill, pointing out that there were upwards of 300 clauses in it, and said as it was impossible that it would come in committee, he thought it far better to go to committee on the Bill. Mr. MUNRO quite agreed in this. Mr. MONTGOMERY supported the Bill. The Hon. Mr. BOWEN replied on the debate, hoping the Bill would be passed through, as he felt confident good would result from it. He should be quite willing to amend in committee. The Bill was read a second time. (172, 1329, 316, 1548)
wanted-ad (944, 640, 1096, 682)
drop-cap: W (944, 529, 964, 554)
drop-cap: F (634, 777, 646, 802)
notice-text: Public Works Office, (Colonial Architect's Branch,) Wellington, May 29, 1876. TENDERS are invited for the erection of a CENTRAL PRISON at New Plymouth, in the Province of Taranaki. General conditions, specifications, and drawings may be seen at the offices of the Colonial Architect, Wellington; Public Works Offices, Auckland, New Plymouth, Christchurch, and Dunedin. Tenders addressed to the Hon. the Minister for Public Works, and marked outside 'Tender for Central Prison,' will be received at the office of the undersigned up to NOON on WEDNESDAY, the 26th day of JULY, 1876. The lowest or any tender not necessarily accepted. W. H. CLAYTON, Colonial Architect. (634, 1544, 781, 1712)
drop-cap: F (944, 1621, 956, 1646)
article-paragraph: Mr. MACANDREW hoped that in the meantime the House would have the Public Works Statement and the tables connected with the Financial Statement, otherwise nothing could be gained by the postponement. The great object of the delay was to enable the House to have the financial propositions of the Government before them in their entirety—in fact, the complete scheme of the Government—so that the whole matter might be discussed. (18, 1400, 164, 1510)
drop-cap: F (944, 1570, 956, 1595)
ad-text: WANTED KNOWN, a great reduction in the price of Bacon, for cash, at Beavis's. (965, 463, 1096, 489)
section-heading: CHINESE ACT AMENDMENT BILL. (191, 948, 297, 967)
ad-signature: JAMES SMITH, TE ARO HOUSE. (803, 513, 922, 531)
dresses-word: DRESSES (838, 394, 873, 403)
article-paragraph: Sir GEORGE GREY, on rising to second the motion, was overcome by emotion for a few moments. He said his acquaintance with the late Dr. Featherston had ranged over a period of upwards of thirty years, during the whole of which time the deceased gentleman had taken a leading part in the public affairs of the colony, and he (Sir George Grey) would say this, that he had never in his life known a man more unselfishly devoted to the public service of his country. He (Sir George) had been quite unprepared for the motion. He had not known it was coming on, otherwise he might have been in a more calm state, and better prepared to express his feelings. He would only say this—that the House could not do anything wiser than to recognise absolute unselfishness in the public men of the colony, and it could do nothing more in accordance with the feelings of the people of the country than to recognise that the late Dr. Featherston had been a thoroughly unselfish man. He (Sir George Grey) knew the people of the country, and he knew the people of the country approved of such recognition of such services. The motion was agreed to, and the House then went into committee. (18, 494, 164, 771)
property-ad (634, 1440, 781, 1491)
dresses-row (789, 435, 936, 443)
drop-cap: W (944, 885, 964, 910)
column-divider (475, 44, 476, 1504)
ad-headline: DOWN AGAIN! DOWN AGAIN!! (798, 539, 927, 558)
wanted-ad (944, 139, 1096, 165)
ad-text: WANTED KNOWN, Hot Saveloys every evening at Beavis's. (965, 403, 1096, 421)
dresses-word: DRESSES (887, 346, 922, 355)
ad-text: WANTED, two intelligent Lads. Apply at this office to-day. (965, 140, 1096, 159)
drop-cap: F (634, 1440, 646, 1465)
